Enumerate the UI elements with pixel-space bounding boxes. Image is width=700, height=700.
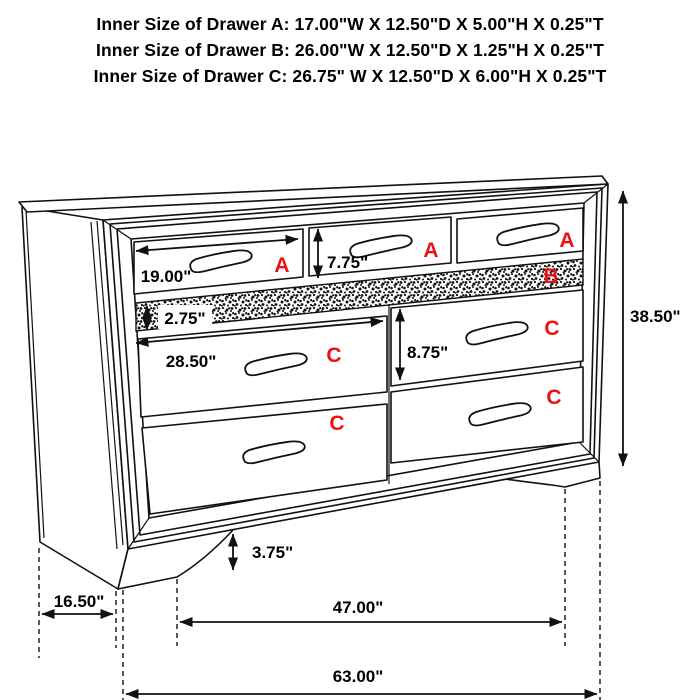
drawer-c-left-bottom-letter: C — [329, 412, 345, 435]
dim-38-50-label: 38.50" — [630, 307, 681, 326]
drawer-c-left-top-letter: C — [326, 344, 342, 367]
dim-47-00-label: 47.00" — [332, 598, 384, 617]
dim-28-50-label: 28.50" — [165, 352, 217, 371]
dim-3-75-label: 3.75" — [252, 543, 294, 562]
drawer-a3-letter: A — [559, 229, 575, 252]
dim-63-00-label: 63.00" — [332, 667, 384, 686]
dim-19-00-label: 19.00" — [140, 267, 192, 286]
drawer-a1-letter: A — [274, 254, 290, 277]
drawer-b-letter: B — [543, 265, 559, 288]
inner-size-line-c: Inner Size of Drawer C: 26.75" W X 12.50"D X 6.00"H X 0.25"T — [93, 66, 607, 86]
inner-size-line-a: Inner Size of Drawer A: 17.00"W X 12.50"D X 5.00"H X 0.25"T — [96, 14, 604, 34]
drawer-c-right-top-letter: C — [544, 317, 560, 340]
inner-size-line-b: Inner Size of Drawer B: 26.00"W X 12.50"D X 1.25"H X 0.25"T — [96, 40, 604, 60]
drawer-a2-letter: A — [423, 239, 439, 262]
dim-8-75-label: 8.75" — [407, 343, 449, 362]
dim-2-75-label: 2.75" — [164, 309, 206, 328]
dim-16-50-label: 16.50" — [53, 592, 105, 611]
drawer-c-right-bottom-letter: C — [546, 386, 562, 409]
dim-7-75-label: 7.75" — [327, 253, 369, 272]
